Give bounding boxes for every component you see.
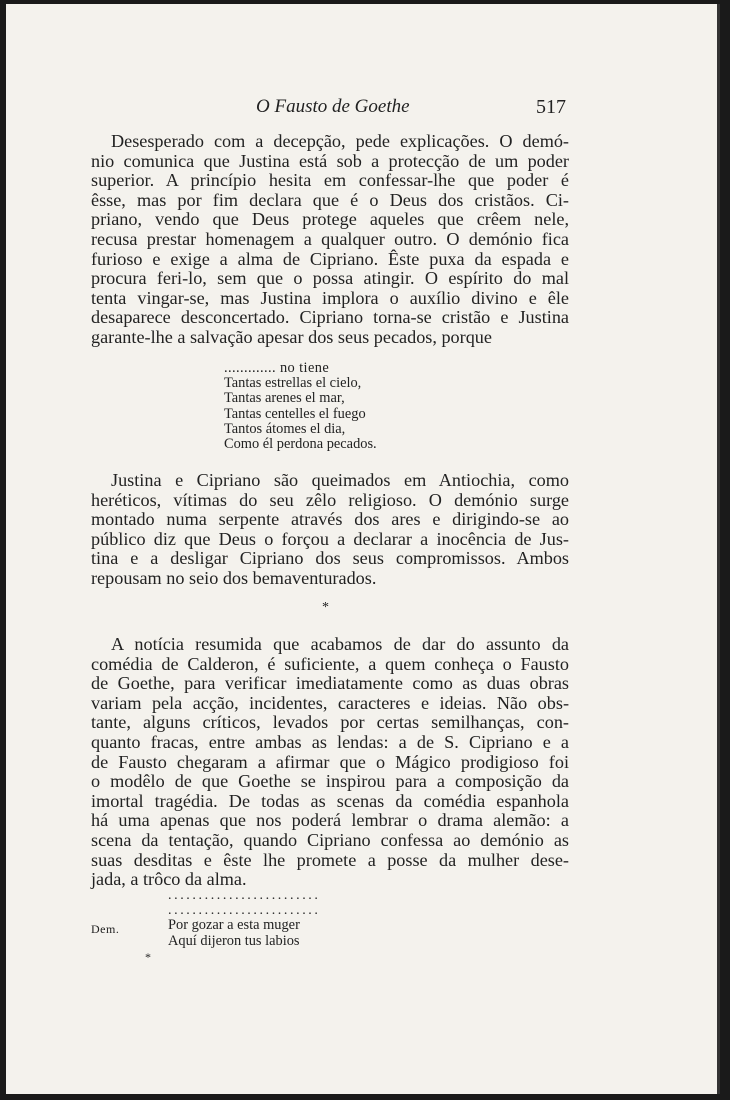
text-line: de Goethe, para verificar imediatamente como as duas obras xyxy=(91,673,569,694)
text-line: A notícia resumida que acabamos de dar do assunto da xyxy=(111,634,569,654)
text-line: de Fausto chegaram a afirmar que o Mágico prodigioso foi xyxy=(91,751,569,772)
paragraph-1 xyxy=(91,132,569,348)
book-page xyxy=(6,4,720,1094)
dialogue-verse xyxy=(168,917,300,949)
text-line: repousam no seio dos bemaventurados. xyxy=(91,567,377,588)
text-line: Justina e Cipriano são queimados em Antiochia, como xyxy=(111,470,569,490)
text-line: priano, vendo que Deus protege aqueles que crêem nele, xyxy=(91,209,569,230)
footer-mark: * xyxy=(145,950,151,964)
text-line: comédia de Calderon, é suficiente, a quem conheça o Fausto xyxy=(91,653,569,674)
verse-line: Aquí dijeron tus labios xyxy=(168,933,300,949)
speaker-label: Dem. xyxy=(91,922,120,936)
running-title: O Fausto de Goethe xyxy=(256,96,410,117)
text-line: furioso e exige a alma de Cipriano. Êste puxa da espada e xyxy=(91,248,569,269)
text-line: tina e a desligar Cipriano dos seus compromissos. Ambos xyxy=(91,548,569,569)
verse-line: Tantos átomes el dia, xyxy=(224,420,346,437)
text-line: jada, a trôco da alma. xyxy=(91,869,247,890)
text-line: scena da tentação, quando Cipriano confessa ao demónio as xyxy=(91,829,569,850)
verse-line: Tantas arenes el mar, xyxy=(224,390,345,407)
text-line: garante-lhe a salvação apesar dos seus pecados, porque xyxy=(91,326,492,347)
text-line: imortal tragédia. De todas as scenas da comédia espanhola xyxy=(91,790,569,811)
text-line: quanto fracas, entre ambas as lendas: a de S. Cipriano e a xyxy=(91,731,569,752)
text-line: nio comunica que Justina está sob a protecção de um poder xyxy=(91,150,569,171)
verse-line: Como él perdona pecados. xyxy=(224,436,377,453)
text-line: tante, alguns críticos, levados por certas semilhanças, con- xyxy=(91,712,569,733)
text-line: suas desditas e êste lhe promete a posse da mulher dese- xyxy=(91,849,569,870)
verse-line: Por gozar a esta muger xyxy=(168,917,300,933)
text-line: êsse, mas por fim declara que é o Deus dos cristãos. Ci- xyxy=(91,189,569,210)
ellipsis-line: ......................... xyxy=(168,888,321,903)
ellipsis-line: ......................... xyxy=(168,903,321,918)
text-line: público diz que Deus o forçou a declarar a inocência de Jus- xyxy=(91,528,569,549)
page-number: 517 xyxy=(536,96,566,118)
verse-quote xyxy=(224,361,377,452)
page-header xyxy=(6,96,720,126)
text-line: recusa prestar homenagem a qualquer outro. O demónio fica xyxy=(91,228,569,249)
text-line: heréticos, vítimas do seu zêlo religioso. O demónio surge xyxy=(91,489,569,510)
paragraph-3 xyxy=(91,635,569,890)
text-line: superior. A princípio hesita em confessar-lhe que poder é xyxy=(91,170,569,191)
text-line: variam pela acção, incidentes, caracteres e ideias. Não obs- xyxy=(91,692,569,713)
text-line: desaparece desconcertado. Cipriano torna-se cristão e Justina xyxy=(91,307,569,328)
text-line: o modêlo de que Goethe se inspirou para a composição da xyxy=(91,771,569,792)
text-line: há uma apenas que nos poderá lembrar o drama alemão: a xyxy=(91,810,569,831)
text-line: Desesperado com a decepção, pede explicações. O demó- xyxy=(111,131,569,151)
text-line: procura feri-lo, sem que o possa atingir. O espírito do mal xyxy=(91,268,569,289)
paragraph-2 xyxy=(91,471,569,589)
verse-line: Tantas centelles el fuego xyxy=(224,405,366,422)
verse-line: Tantas estrellas el cielo, xyxy=(224,375,362,392)
text-line: montado numa serpente através dos ares e dirigindo-se ao xyxy=(91,509,569,530)
verse-line: ............. no tiene xyxy=(224,360,330,376)
section-separator: * xyxy=(322,600,329,615)
text-line: tenta vingar-se, mas Justina implora o auxílio divino e êle xyxy=(91,287,569,308)
